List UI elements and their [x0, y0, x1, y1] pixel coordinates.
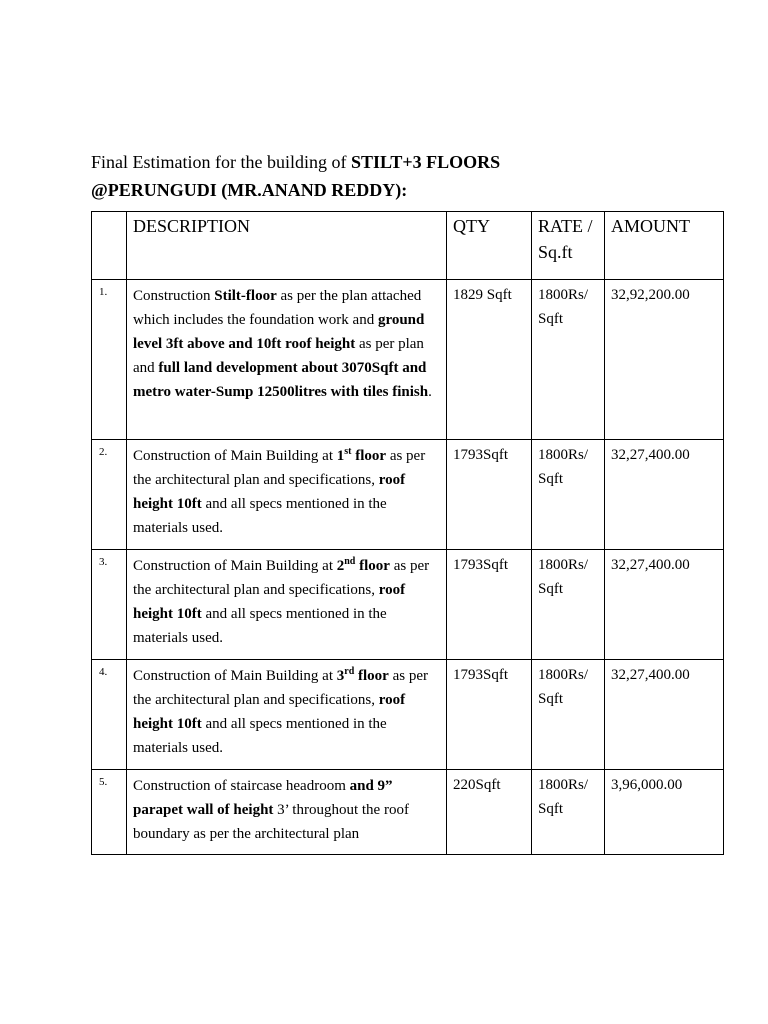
header-description: DESCRIPTION — [127, 212, 447, 280]
desc-bold: roof height 10ft — [133, 472, 406, 512]
row-rate: 1800Rs/ Sqft — [532, 660, 605, 770]
row-description — [127, 550, 447, 660]
desc-bold: roof height 10ft — [133, 582, 406, 622]
desc-text: and all specs mentioned in the materials used. — [133, 496, 387, 536]
desc-bold: floor — [355, 558, 390, 574]
row-qty: 220Sqft — [447, 770, 532, 855]
row-qty: 1793Sqft — [447, 550, 532, 660]
desc-bold: 1 — [336, 448, 345, 464]
desc-bold: Stilt-floor — [214, 288, 277, 304]
row-qty: 1793Sqft — [447, 440, 532, 550]
desc-text: . — [428, 384, 432, 400]
desc-text: as per the architectural plan and specifications, — [133, 558, 430, 598]
document-title — [91, 148, 731, 204]
desc-bold: floor — [351, 448, 387, 464]
title-location: @PERUNGUDI (MR.ANAND REDDY): — [91, 180, 408, 200]
desc-text: Construction of Main Building at — [133, 668, 337, 684]
desc-text: Construction — [133, 288, 215, 304]
desc-bold: 2 — [336, 558, 345, 574]
desc-bold: ground level 3ft above and 10ft roof height — [133, 312, 425, 352]
row-number: 3. — [92, 550, 127, 660]
header-num — [92, 212, 127, 280]
desc-text: Construction of Main Building at — [133, 558, 337, 574]
desc-bold: and 9” parapet wall of height — [133, 778, 393, 818]
desc-bold: full land development about 3070Sqft and metro water-Sump 12500litres with tiles finish — [133, 360, 429, 400]
header-amount: AMOUNT — [605, 212, 724, 280]
row-rate: 1800Rs/ Sqft — [532, 280, 605, 440]
table-row — [92, 550, 724, 660]
row-amount: 3,96,000.00 — [605, 770, 724, 855]
desc-bold: 3 — [336, 668, 345, 684]
title-building-type: STILT+3 FLOORS — [350, 152, 501, 172]
row-description — [127, 660, 447, 770]
desc-text: as per the plan attached which includes the foundation work and — [133, 288, 422, 328]
desc-text: Construction of Main Building at — [133, 448, 337, 464]
desc-superscript: rd — [344, 666, 355, 677]
table-row — [92, 660, 724, 770]
row-qty: 1793Sqft — [447, 660, 532, 770]
desc-bold: roof height 10ft — [133, 692, 406, 732]
row-amount: 32,27,400.00 — [605, 550, 724, 660]
desc-text: as per plan and — [133, 336, 424, 376]
desc-text: and all specs mentioned in the materials used. — [133, 606, 387, 646]
row-amount: 32,27,400.00 — [605, 440, 724, 550]
desc-text: as per the architectural plan and specifications, — [133, 668, 428, 708]
row-qty: 1829 Sqft — [447, 280, 532, 440]
desc-text: 3’ throughout the roof boundary as per the architectural plan — [133, 802, 409, 842]
row-number: 4. — [92, 660, 127, 770]
desc-bold: floor — [354, 668, 389, 684]
desc-text: Construction of staircase headroom — [133, 778, 350, 794]
desc-superscript: nd — [344, 556, 356, 567]
table-header-row — [92, 212, 724, 280]
estimation-table — [91, 211, 724, 855]
desc-text: and all specs mentioned in the materials used. — [133, 716, 387, 756]
header-rate: RATE / Sq.ft — [532, 212, 605, 280]
row-number: 5. — [92, 770, 127, 855]
row-amount: 32,27,400.00 — [605, 660, 724, 770]
row-rate: 1800Rs/ Sqft — [532, 550, 605, 660]
desc-text: as per the architectural plan and specifications, — [133, 448, 426, 488]
table-row — [92, 770, 724, 855]
row-rate: 1800Rs/ Sqft — [532, 440, 605, 550]
row-description — [127, 770, 447, 855]
row-number: 1. — [92, 280, 127, 440]
row-number: 2. — [92, 440, 127, 550]
row-rate: 1800Rs/ Sqft — [532, 770, 605, 855]
title-prefix: Final Estimation for the building of — [91, 152, 351, 172]
table-row — [92, 280, 724, 440]
header-qty: QTY — [447, 212, 532, 280]
table-row — [92, 440, 724, 550]
row-description — [127, 280, 447, 440]
row-description — [127, 440, 447, 550]
desc-superscript: st — [344, 446, 352, 457]
row-amount: 32,92,200.00 — [605, 280, 724, 440]
